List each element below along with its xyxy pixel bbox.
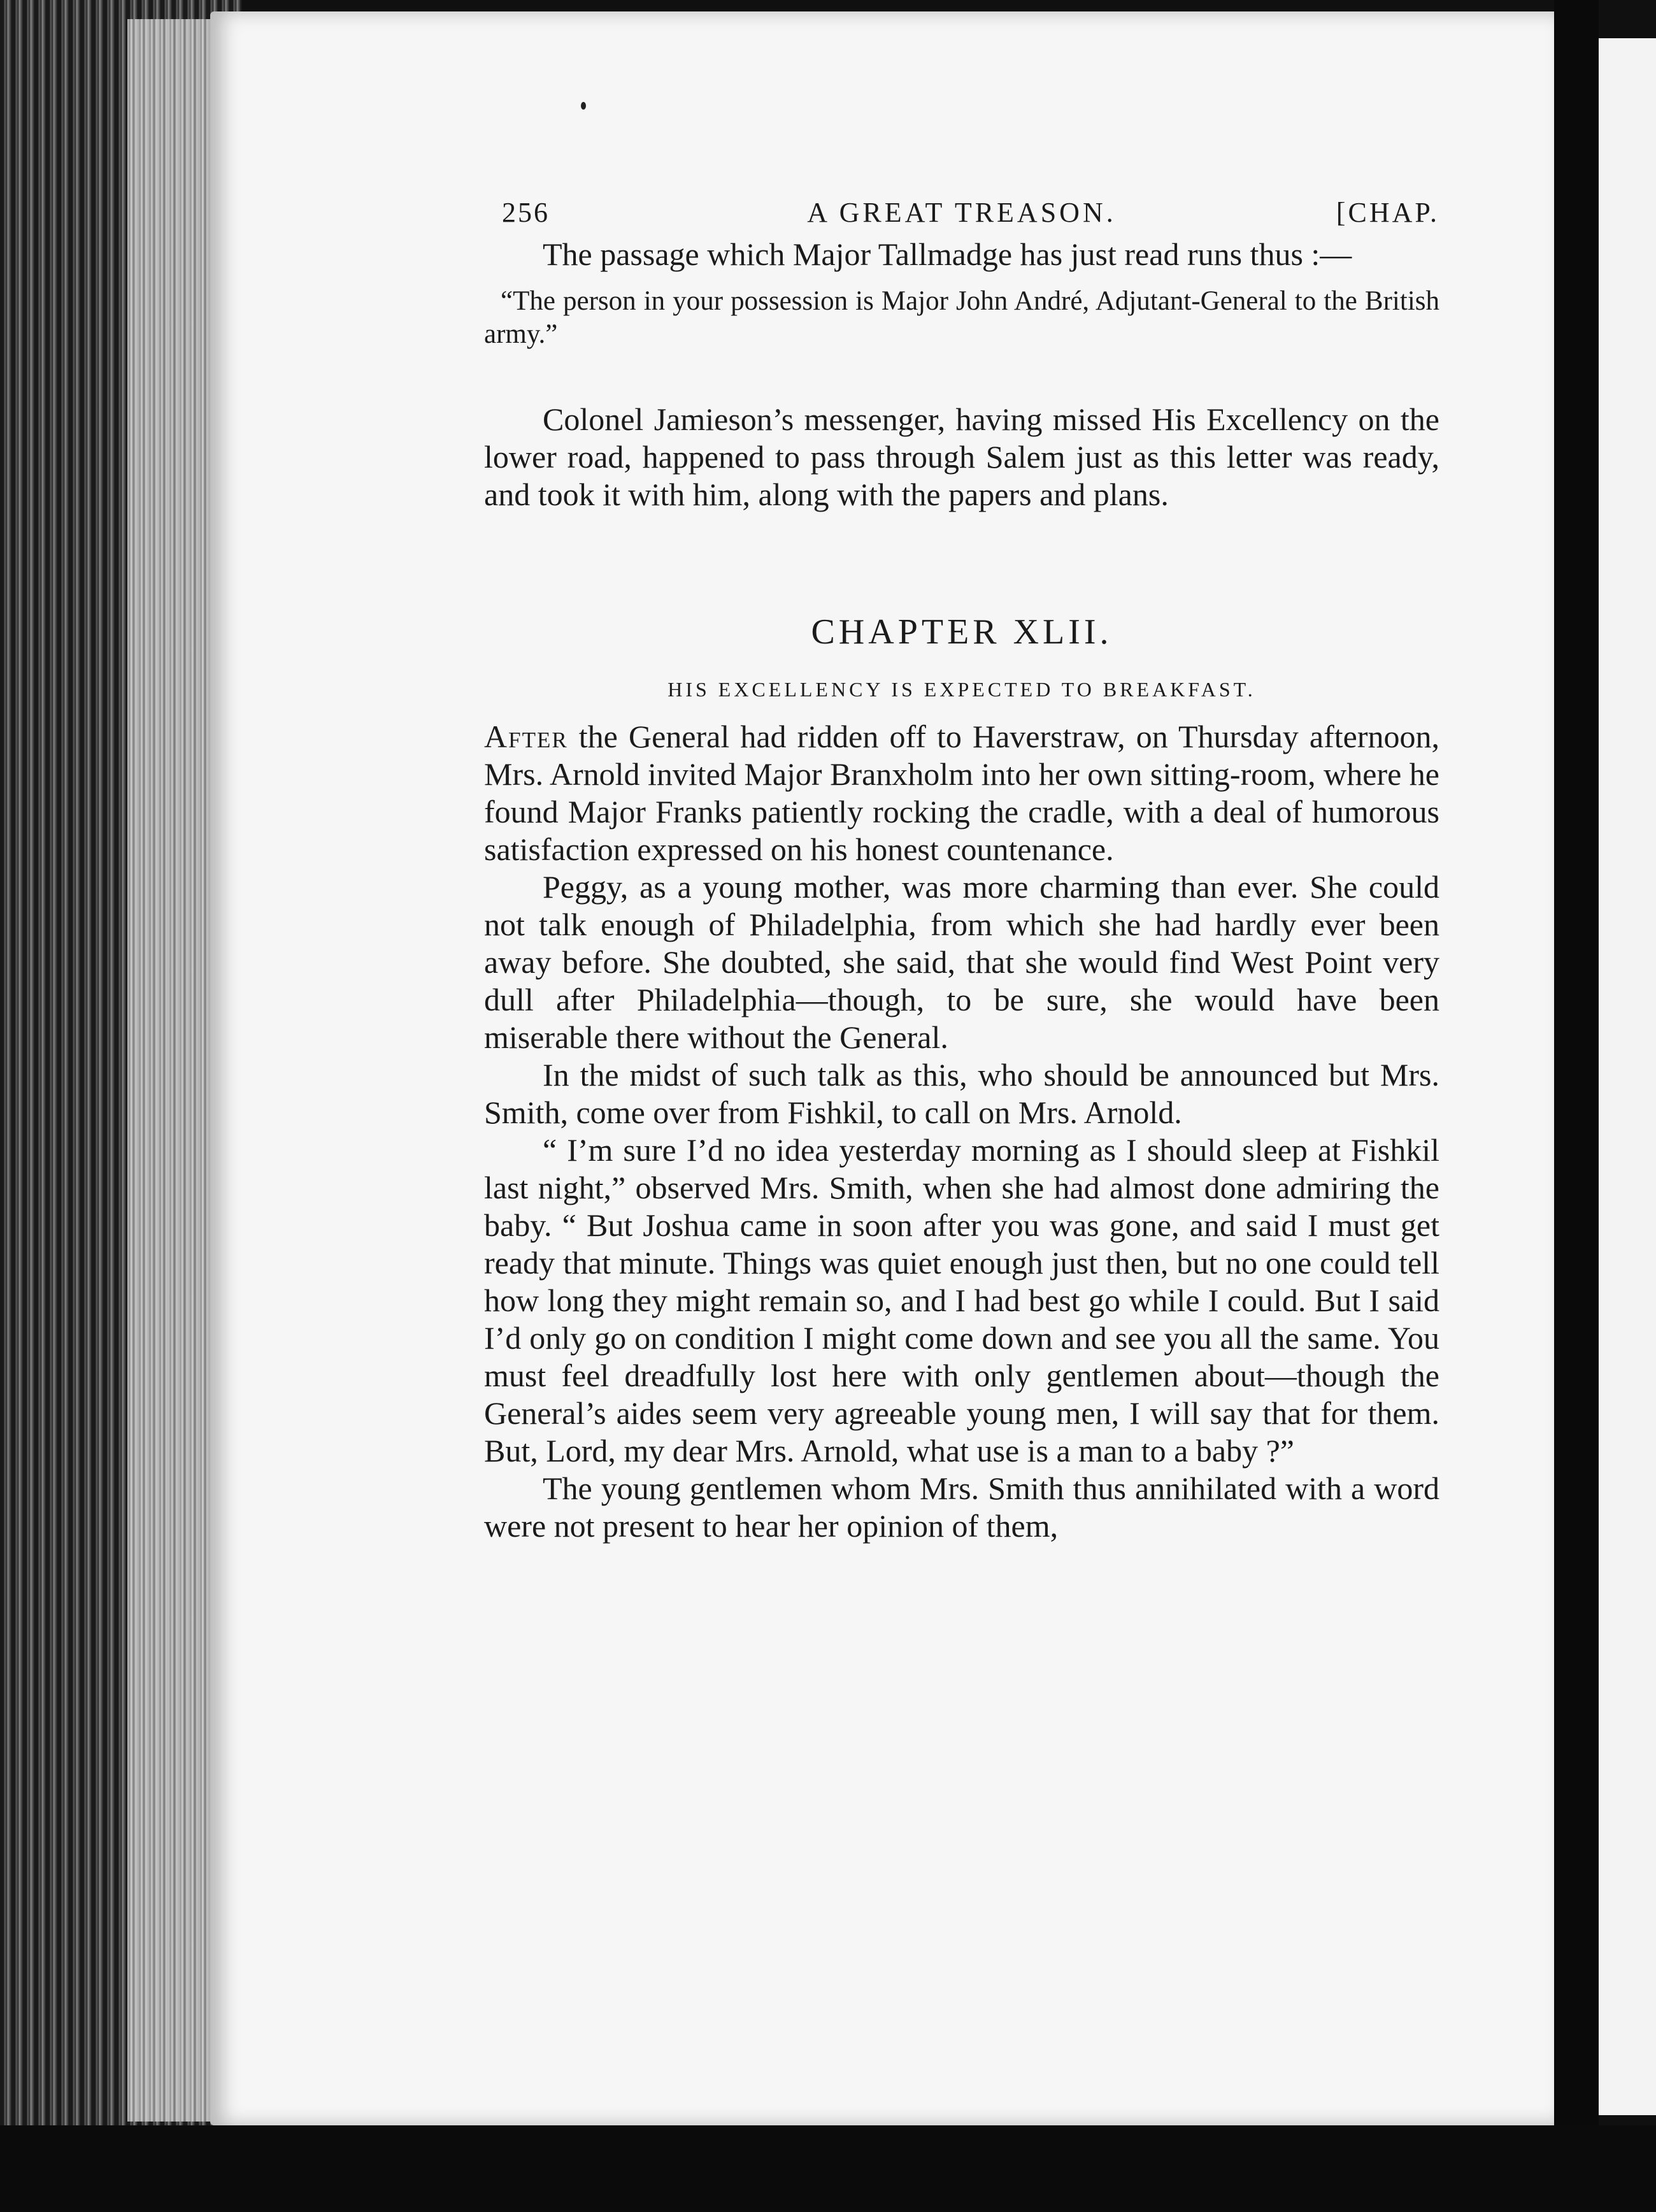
scan-bottom-border bbox=[0, 2125, 1656, 2212]
block-quote: “The person in your possession is Major John André, Adjutant-General to the British army.” bbox=[484, 286, 1439, 349]
chapter-subtitle: HIS EXCELLENCY IS EXPECTED TO BREAKFAST. bbox=[667, 678, 1256, 701]
intro-paragraph: The passage which Major Tallmadge has just read runs thus :— bbox=[543, 236, 1352, 272]
opening-word: After bbox=[484, 719, 568, 754]
page-number: 256 bbox=[502, 197, 550, 228]
running-title: A GREAT TREASON. bbox=[807, 197, 1117, 228]
page-edges bbox=[127, 19, 223, 2122]
body-paragraph: The young gentlemen whom Mrs. Smith thus annihilated with a word were not present to hear her opinion of them, bbox=[484, 1470, 1439, 1544]
chapter-marker: [CHAP. bbox=[1336, 197, 1439, 228]
page-content bbox=[484, 191, 1439, 1545]
ink-speck bbox=[581, 102, 586, 110]
next-page-edge bbox=[1599, 38, 1656, 2115]
body-paragraph: “ I’m sure I’d no idea yesterday morning as I should sleep at Fishkil last night,” observed Mrs. Smith, when she had almost done admiring the baby. “ But Joshua came in soon after you was gone, and said I must get ready that minute. Things was quiet enough just then, but no one could tell how long they might remain so, and I had best go while I could. But I said I’d only go on condition I might come down and see you all the same. You must feel dreadfully lost here with only gentlemen about—though the General’s aides seem very agreeable young men, I will say that for them. But, Lord, my dear Mrs. Arnold, what use is a man to a baby ?” bbox=[484, 1132, 1439, 1469]
chapter-body bbox=[484, 718, 1439, 1545]
chapter-title: CHAPTER XLII. bbox=[811, 612, 1113, 652]
chapter-opening-paragraph bbox=[484, 718, 1439, 868]
body-paragraph: Peggy, as a young mother, was more charming than ever. She could not talk enough of Philadelphia, from which she had hardly ever been away before. She doubted, she said, that she would find West Point very dull after Philadelphia—though, to be sure, she would have been miserable there without the General. bbox=[484, 869, 1439, 1055]
body-paragraph: Colonel Jamieson’s messenger, having missed His Excellency on the lower road, happened to pass through Salem just as this letter was ready, and took it with him, along with the papers and plans. bbox=[484, 401, 1439, 512]
opening-paragraph-text: the General had ridden off to Haverstraw, on Thursday afternoon, Mrs. Arnold invited Major Branxholm into her own sitting-room, where he found Major Franks patiently rocking the cradle, with a deal of humorous satisfaction expressed on his honest countenance. bbox=[484, 719, 1439, 867]
body-paragraph: In the midst of such talk as this, who should be announced but Mrs. Smith, come over from Fishkil, to call on Mrs. Arnold. bbox=[484, 1057, 1439, 1130]
book-gutter bbox=[1554, 0, 1599, 2212]
running-head bbox=[484, 191, 1439, 236]
